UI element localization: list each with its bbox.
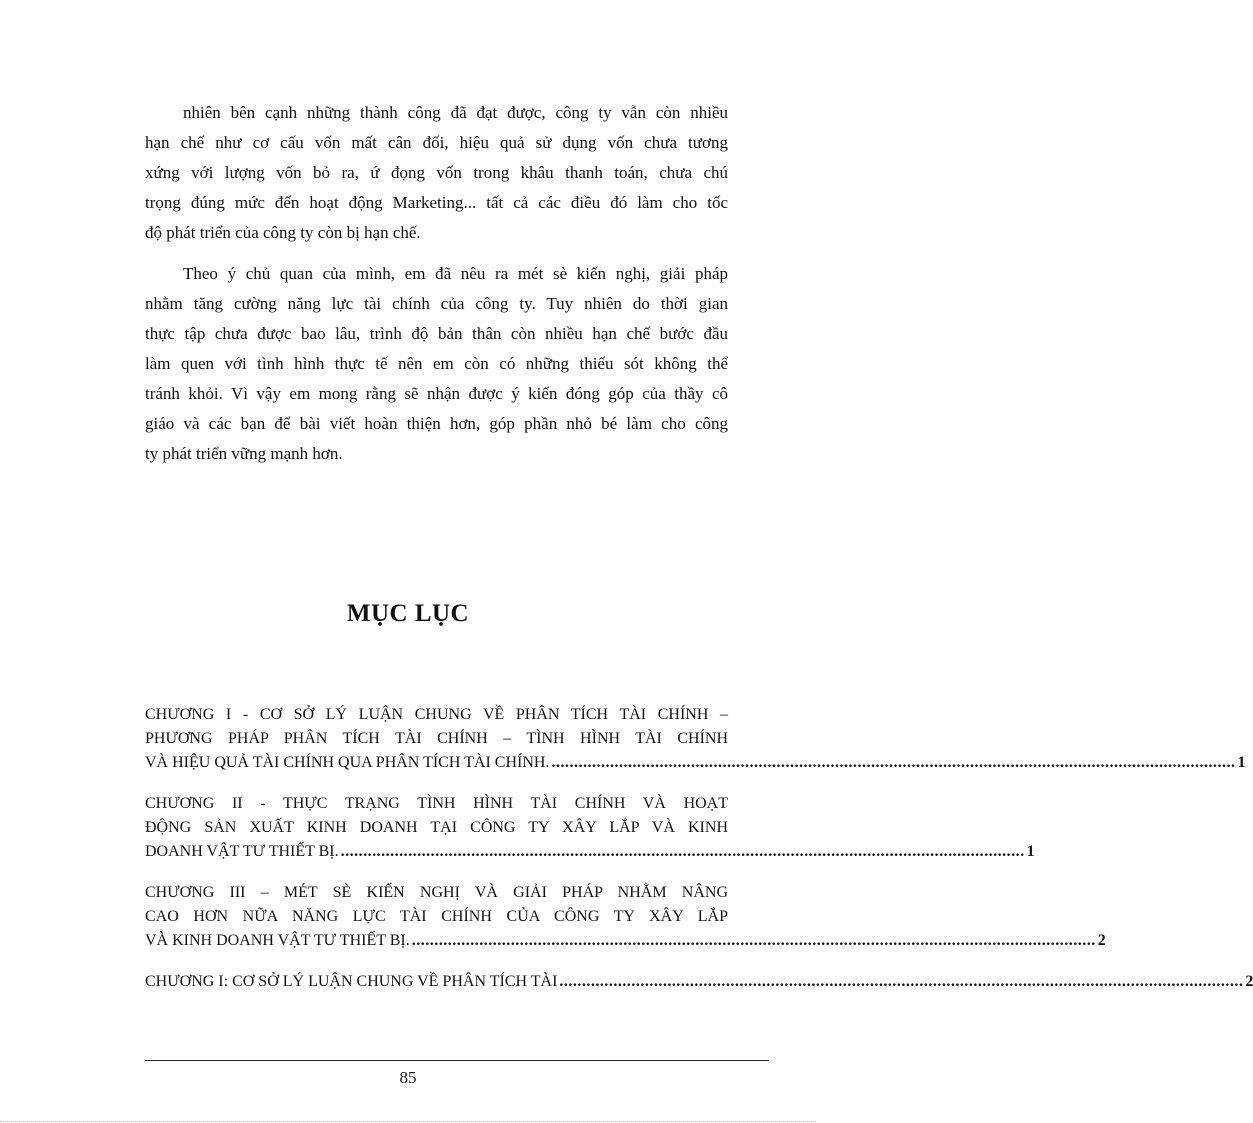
toc-entry-chapter-3[interactable] bbox=[145, 881, 1106, 953]
toc-entry-text: VÀ HIỆU QUẢ TÀI CHÍNH QUA PHÂN TÍCH TÀI CHÍNH. bbox=[145, 754, 550, 771]
toc-page-number: 1 bbox=[1026, 843, 1035, 860]
toc-entry-text: DOANH VẬT TƯ THIẾT BỊ. bbox=[145, 843, 339, 860]
toc-entry-text: VÀ KINH DOANH VẬT TƯ THIẾT BỊ. bbox=[145, 932, 410, 949]
toc-leader-dots: ........................................................................................................................................................ bbox=[551, 754, 1236, 771]
toc-entry-last-line bbox=[145, 929, 1106, 953]
toc-entry-last-line bbox=[145, 751, 1246, 775]
toc-entry-line: ĐỘNG SẢN XUẤT KINH DOANH TẠI CÔNG TY XÂY LẮP VÀ KINH bbox=[145, 819, 728, 836]
text-line: hạn chế như cơ cấu vốn mất cân đối, hiệu quả sử dụng vốn chưa tương bbox=[145, 133, 728, 152]
toc-leader-dots: ........................................................................................................................................................ bbox=[340, 843, 1025, 860]
toc-entry-text: CHƯƠNG I: CƠ SỞ LÝ LUẬN CHUNG VỀ PHÂN TÍCH TÀI bbox=[145, 973, 558, 990]
toc-leader-dots: ........................................................................................................................................................ bbox=[559, 973, 1244, 990]
text-line: nhiên bên cạnh những thành công đã đạt được, công ty vẫn còn nhiều bbox=[183, 103, 728, 122]
toc-entry-chapter-2[interactable] bbox=[145, 792, 1035, 864]
footer-divider bbox=[145, 1060, 769, 1061]
toc-page-number: 2 bbox=[1097, 932, 1106, 949]
toc-title: MỤC LỤC bbox=[346, 600, 470, 627]
text-line: tránh khỏi. Vì vậy em mong rằng sẽ nhận được ý kiến đóng góp của thầy cô bbox=[145, 384, 728, 403]
text-line: xứng với lượng vốn bỏ ra, ứ đọng vốn trong khâu thanh toán, chưa chú bbox=[145, 163, 728, 182]
toc-entry-chapter-1-sub[interactable] bbox=[145, 970, 1253, 994]
toc-entry-chapter-1[interactable] bbox=[145, 703, 1246, 775]
toc-entry-line: PHƯƠNG PHÁP PHÂN TÍCH TÀI CHÍNH – TÌNH HÌNH TÀI CHÍNH bbox=[145, 730, 728, 747]
text-line: ty phát triển vững mạnh hơn. bbox=[145, 444, 343, 463]
toc-entry-line: CAO HƠN NỮA NĂNG LỰC TÀI CHÍNH CỦA CÔNG TY XÂY LẮP bbox=[145, 908, 728, 925]
text-line: thực tập chưa được bao lâu, trình độ bản thân còn nhiều hạn chế bước đầu bbox=[145, 324, 728, 343]
page-bottom-border bbox=[0, 1121, 816, 1122]
paragraph-conclusion-2 bbox=[145, 259, 728, 469]
toc-page-number: 1 bbox=[1237, 754, 1246, 771]
text-line: trọng đúng mức đến hoạt động Marketing... tất cả các điều đó làm cho tốc bbox=[145, 193, 728, 212]
toc-entry-line: CHƯƠNG II - THỰC TRẠNG TÌNH HÌNH TÀI CHÍNH VÀ HOẠT bbox=[145, 795, 728, 812]
paragraph-conclusion-1 bbox=[145, 98, 728, 248]
text-line: làm quen với tình hình thực tế nên em còn có những thiếu sót không thể bbox=[145, 354, 728, 373]
toc-entry-line: CHƯƠNG I - CƠ SỞ LÝ LUẬN CHUNG VỀ PHÂN TÍCH TÀI CHÍNH – bbox=[145, 706, 728, 723]
toc-entry-last-line bbox=[145, 840, 1035, 864]
text-line: Theo ý chủ quan của mình, em đã nêu ra mét sè kiến nghị, giải pháp bbox=[183, 264, 728, 283]
text-line: nhằm tăng cường năng lực tài chính của công ty. Tuy nhiên do thời gian bbox=[145, 294, 728, 313]
toc-leader-dots: ........................................................................................................................................................ bbox=[411, 932, 1096, 949]
toc-entry-line: CHƯƠNG III – MÉT SÈ KIẾN NGHỊ VÀ GIẢI PHÁP NHẰM NÂNG bbox=[145, 884, 728, 901]
toc-entry-last-line bbox=[145, 970, 1253, 994]
toc-page-number: 2 bbox=[1245, 973, 1253, 990]
text-line: độ phát triển của công ty còn bị hạn chế. bbox=[145, 223, 421, 242]
page-number: 85 bbox=[399, 1068, 417, 1087]
text-line: giáo và các bạn để bài viết hoàn thiện hơn, góp phần nhỏ bé làm cho công bbox=[145, 414, 728, 433]
